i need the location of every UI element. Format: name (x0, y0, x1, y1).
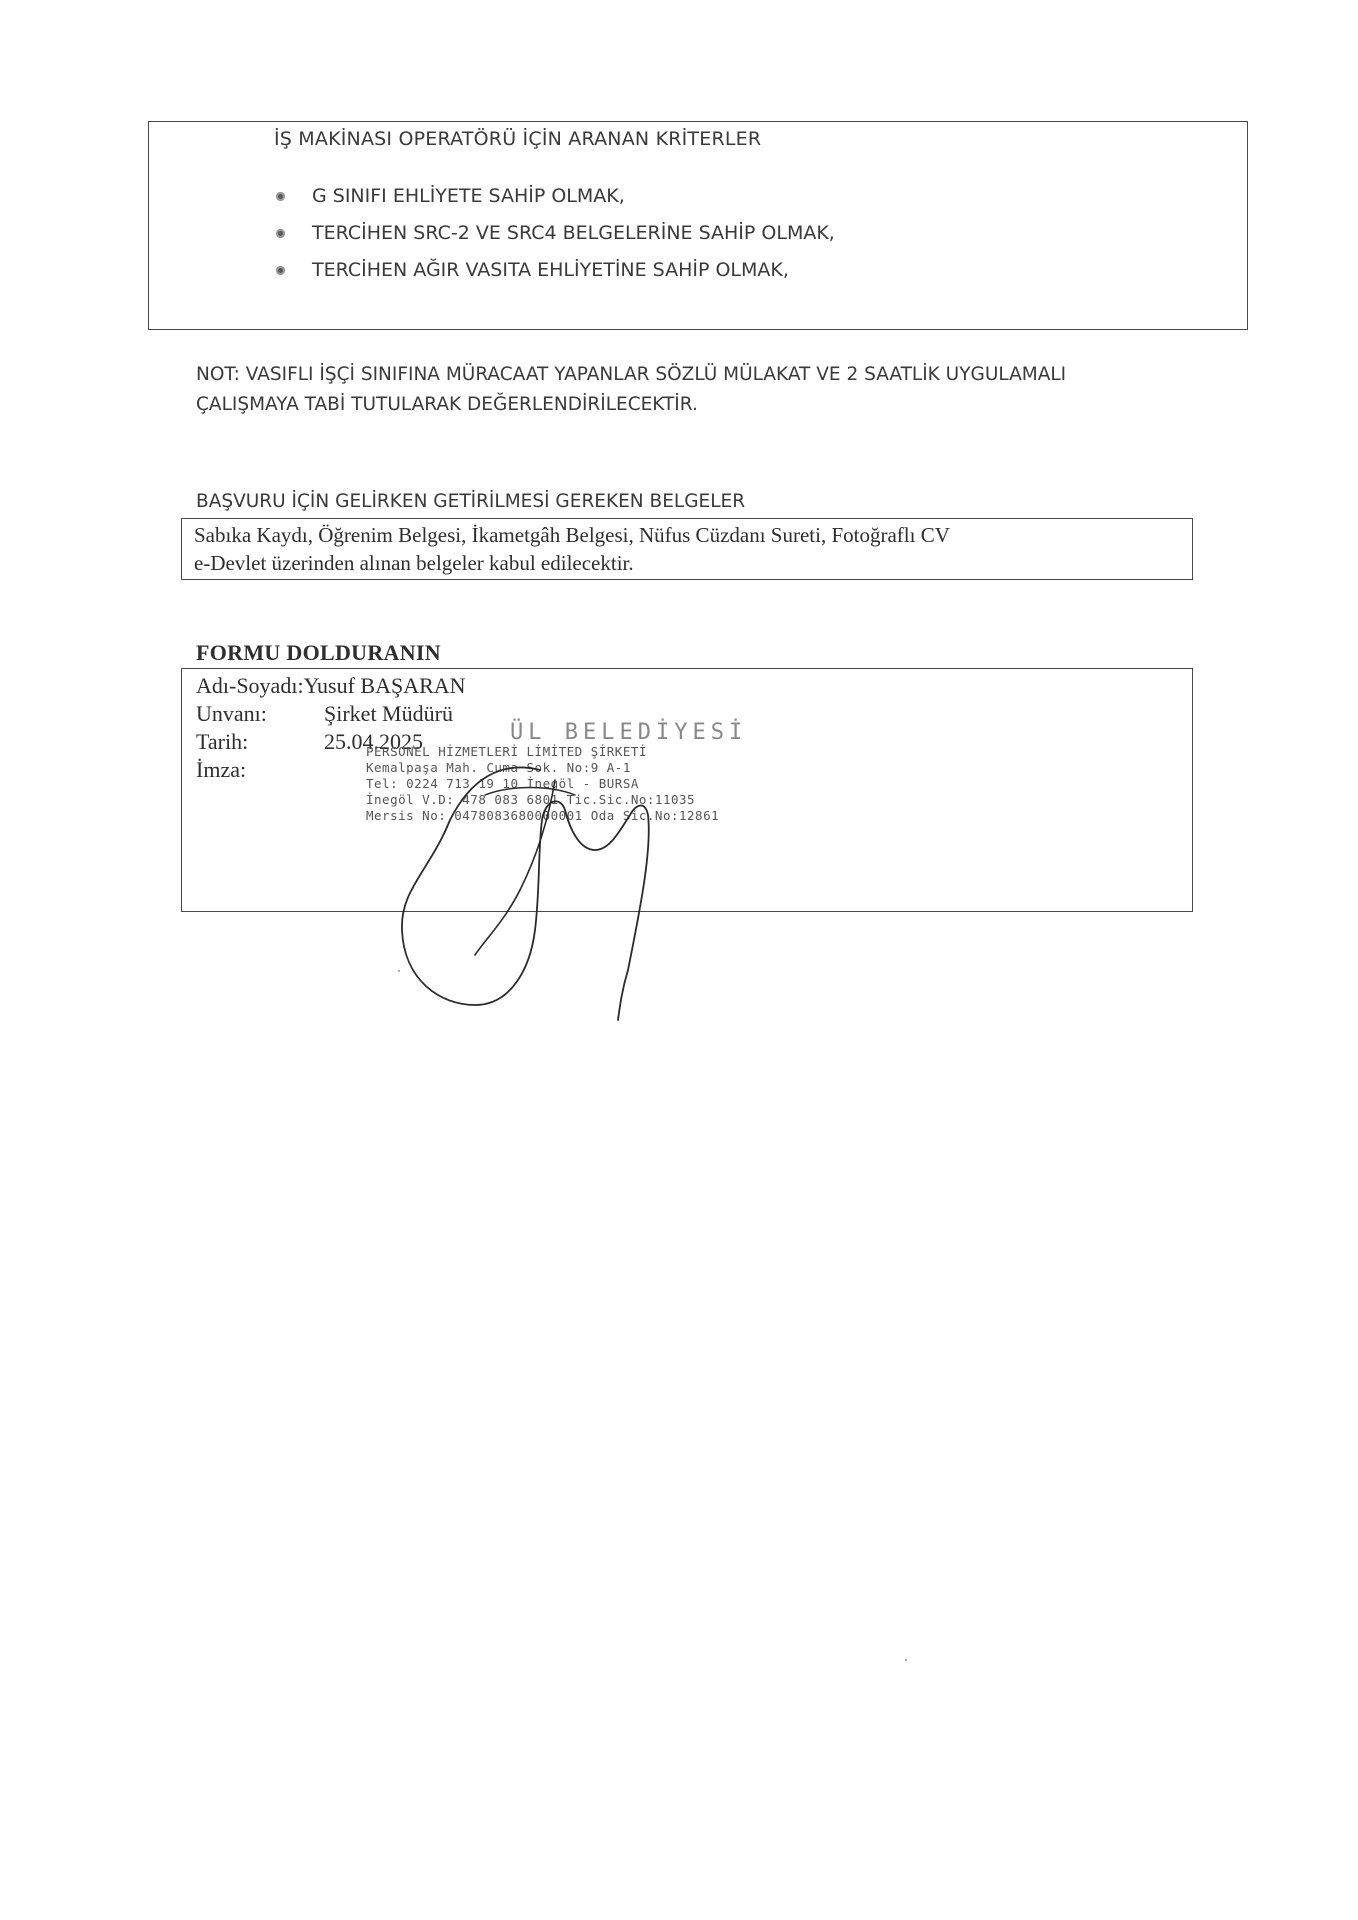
bullet-icon (276, 229, 285, 238)
signature-row (196, 757, 246, 783)
bullet-icon (276, 266, 285, 275)
criteria-item-text: TERCİHEN SRC-2 VE SRC4 BELGELERİNE SAHİP OLMAK, (312, 222, 835, 244)
name-value: Yusuf BAŞARAN (303, 673, 466, 698)
bullet-icon (276, 192, 285, 201)
title-row (196, 701, 453, 727)
handwritten-signature (390, 740, 750, 1030)
stamp-line-3: Kemalpaşa Mah. Cuma Sok. No:9 A-1 (366, 760, 631, 775)
name-label: Adı-Soyadı: (196, 673, 304, 698)
stamp-line-6: Mersis No: 0478083680000001 Oda Sic.No:12861 (366, 808, 720, 823)
list-item (274, 215, 835, 252)
form-heading: FORMU DOLDURANIN (196, 640, 441, 665)
criteria-item-text: G SINIFI EHLİYETE SAHİP OLMAK, (312, 185, 625, 207)
criteria-box (148, 121, 1248, 330)
documents-heading: BAŞVURU İÇİN GELİRKEN GETİRİLMESİ GEREKEN BELGELER (196, 491, 746, 512)
documents-box (181, 518, 1193, 580)
note-line-1: NOT: VASIFLI İŞÇİ SINIFINA MÜRACAAT YAPANLAR SÖZLÜ MÜLAKAT VE 2 SAATLİK UYGULAMALI (196, 364, 1067, 385)
date-value: 25.04.2025 (324, 729, 423, 754)
note-line-2: ÇALIŞMAYA TABİ TUTULARAK DEĞERLENDİRİLECEKTİR. (196, 394, 698, 415)
stamp-line-4: Tel: 0224 713 19 10 İnegöl - BURSA (366, 776, 639, 791)
date-row (196, 729, 423, 755)
criteria-title: İŞ MAKİNASI OPERATÖRÜ İÇİN ARANAN KRİTERLER (274, 128, 762, 150)
stamp-line-5: İnegöl V.D: 478 083 6801 Tic.Sic.No:11035 (366, 792, 696, 807)
note-paragraph (196, 360, 1256, 420)
name-row (196, 673, 466, 699)
signature-label: İmza: (196, 757, 247, 782)
stamp-line-2: PERSONEL HİZMETLERİ LİMİTED ŞİRKETİ (366, 744, 647, 759)
list-item (274, 252, 835, 289)
date-label: Tarih: (196, 729, 249, 754)
scan-speck (398, 970, 400, 972)
criteria-item-text: TERCİHEN AĞIR VASITA EHLİYETİNE SAHİP OLMAK, (312, 259, 789, 281)
title-label: Unvanı: (196, 701, 267, 726)
title-value: Şirket Müdürü (324, 701, 453, 726)
documents-line-2: e-Devlet üzerinden alınan belgeler kabul edilecektir. (194, 551, 634, 575)
documents-line-1: Sabıka Kaydı, Öğrenim Belgesi, İkametgâh Belgesi, Nüfus Cüzdanı Sureti, Fotoğraflı CV (194, 523, 950, 547)
criteria-list (274, 178, 835, 289)
scan-speck (905, 1659, 907, 1661)
list-item (274, 178, 835, 215)
stamp-line-1: ÜL BELEDİYESİ (510, 720, 748, 745)
